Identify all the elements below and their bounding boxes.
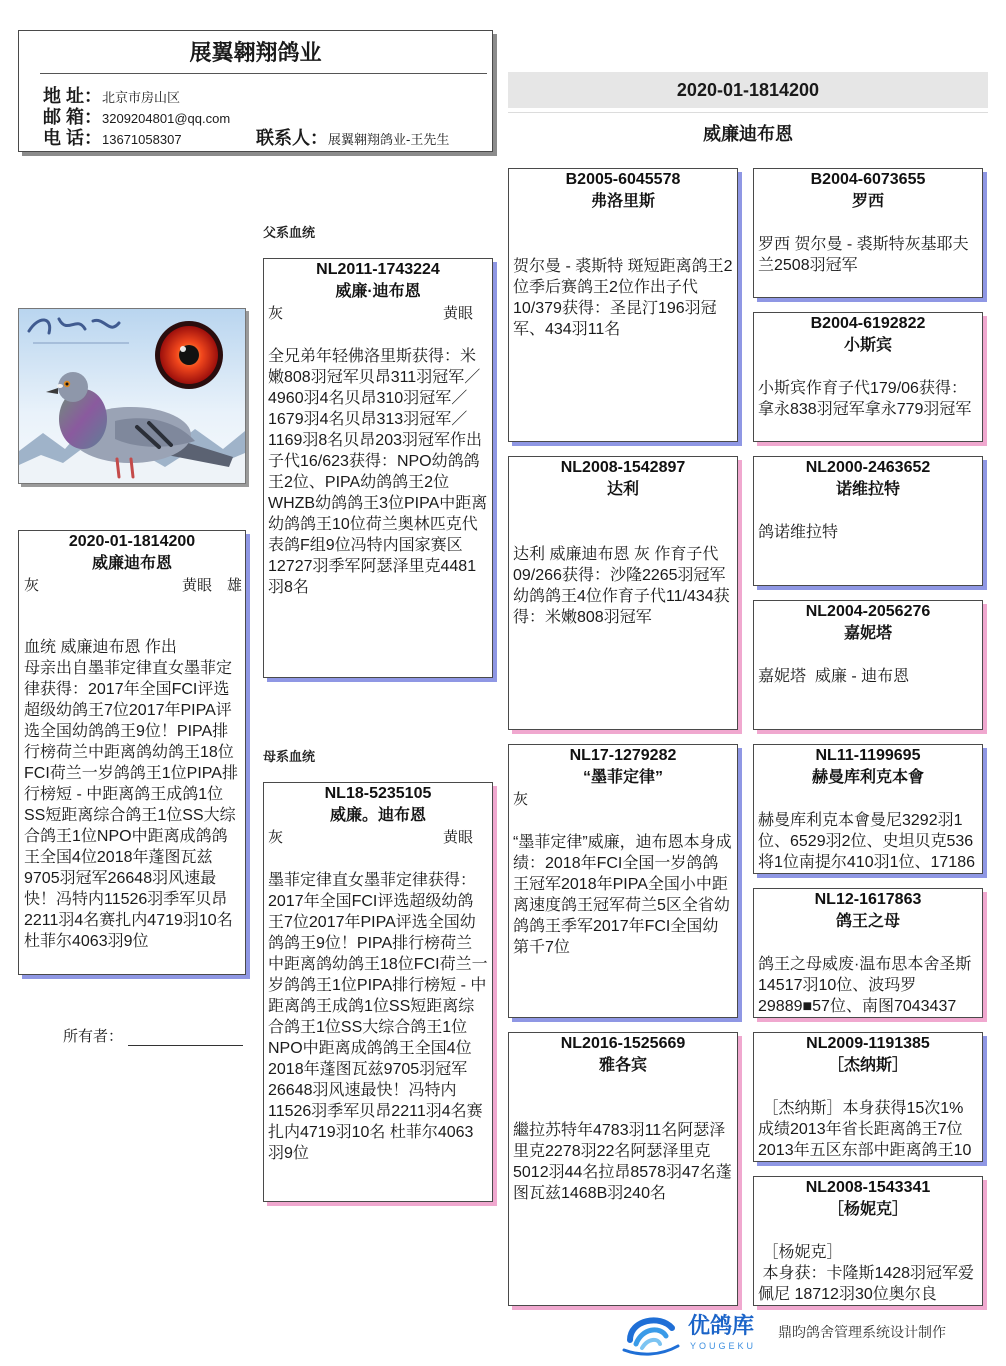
grandparent-ring-number: B2005-6045578 — [565, 171, 681, 188]
great-grandparent-ring-number: B2004-6073655 — [810, 171, 926, 188]
grandparent-ring-number: NL2016-1525669 — [560, 1035, 686, 1052]
subject-color: 灰 — [24, 577, 40, 594]
ring-number-banner: 2020-01-1814200 — [508, 72, 988, 108]
banner-divider — [508, 112, 988, 113]
sire-name: 威廉·迪布恩 — [335, 283, 421, 300]
logo-wordmark: 优鸽库 — [688, 1313, 755, 1338]
subject-notes: 血统 威廉迪布恩 作出 母亲出自墨菲定律直女墨菲定律获得：2017年全国FCI评选超级幼鸽王7位2017年PIPA评选全国幼鸽鸽王9位！PIPA排行榜荷兰中距离鸽幼鸽王18位FCI荷兰一岁鸽鸽王1位PIPA排行榜短 - 中距离鸽王成鸽1位SS短距离综合鸽王1位SS大综合鸽王1位NPO中距离成鸽鸽王全国4位2018年蓬图瓦兹9705羽冠军26648羽风速最快！冯特内11526羽季军贝昂2211羽4名赛扎内4719羽10名 杜菲尔4063羽9位 — [24, 639, 238, 950]
great-grandparent-ring-number: NL11-1199695 — [815, 747, 921, 764]
great-grandparent-ring-number: NL2008-1543341 — [805, 1179, 931, 1196]
grandparent-ring-number: NL2008-1542897 — [560, 459, 686, 476]
great-grandparent-notes: 鸽王之母威废·温布思本舍圣斯14517羽10位、波玛罗29889■57位、南图7043437 — [758, 956, 972, 1015]
phone-label: 电 话： — [43, 128, 103, 148]
contact-label: 联系人： — [256, 128, 328, 148]
sire-color: 灰 — [268, 305, 284, 322]
dam-eye: 黄眼 — [442, 829, 473, 846]
great-grandparent-notes: 赫曼库利克本會曼尼3292羽1位、6529羽2位、史坦贝克536将1位南提尔410羽1位、17186 — [758, 812, 975, 871]
great-grandparent-notes: 嘉妮塔 威廉 - 迪布恩 — [758, 668, 910, 685]
sire-eye: 黄眼 — [442, 305, 473, 322]
dam-color: 灰 — [268, 829, 284, 846]
sire-traits — [264, 303, 492, 325]
subject-eye: 黄眼 — [181, 577, 212, 594]
great-grandparent-name: ［杰纳斯］ — [827, 1057, 908, 1074]
credit-text: 鼎昀鸽舍管理系统设计制作 — [778, 1324, 946, 1340]
pigeon-photo — [18, 308, 246, 484]
great-grandparent-card — [753, 312, 983, 442]
dam-name: 威廉。迪布恩 — [329, 807, 426, 824]
pigeon-photo-icon — [19, 309, 245, 483]
sire-line-label: 父系血统 — [263, 225, 316, 240]
address-label: 地 址： — [43, 86, 103, 106]
grandparent-traits — [509, 1077, 737, 1099]
header-divider — [40, 73, 487, 74]
grandparent-name: 弗洛里斯 — [590, 193, 655, 210]
youge-swirl-icon — [620, 1310, 682, 1356]
great-grandparent-card — [753, 168, 983, 298]
great-grandparent-card — [753, 600, 983, 730]
subject-traits — [19, 575, 245, 597]
grandparent-card — [508, 456, 738, 730]
grandparent-name: “墨菲定律” — [582, 769, 663, 786]
sire-card — [263, 258, 493, 678]
grandparent-ring-number: NL17-1279282 — [569, 747, 677, 764]
subject-card — [18, 530, 246, 975]
great-grandparent-name: 嘉妮塔 — [843, 625, 892, 642]
grandparent-notes: 贺尔曼 - 裘斯特 斑短距离鸽王2位季后赛鸽王2位作出子代10/379获得：圣昆汀196羽冠军、434羽11名 — [513, 258, 733, 338]
grandparent-traits — [509, 789, 737, 811]
logo-subtitle: YOUGEKU — [690, 1341, 757, 1351]
great-grandparent-card — [753, 1176, 983, 1306]
great-grandparent-notes: ［杰纳斯］本身获得15次1%成绩2013年省长距离鸽王7位2013年五区东部中距离鸽王10 — [758, 1100, 972, 1159]
great-grandparent-ring-number: NL2000-2463652 — [805, 459, 931, 476]
grandparent-traits — [509, 213, 737, 235]
dam-notes: 墨菲定律直女墨菲定律获得：2017年全国FCI评选超级幼鸽王7位2017年PIPA评选全国幼鸽鸽王9位！PIPA排行榜荷兰中距离鸽幼鸽王18位FCI荷兰一岁鸽鸽王1位PIPA排行榜短 - 中距离鸽王成鸽1位SS短距离综合鸽王1位SS大综合鸽王1位NPO中距离成鸽鸽王全国4位2018年蓬图瓦兹9705羽冠军26648羽风速最快！冯特内11526羽季军贝昂2211羽4名赛扎内4719羽10名 杜菲尔4063羽9位 — [268, 872, 488, 1162]
grandparent-traits — [509, 501, 737, 523]
great-grandparent-name: 诺维拉特 — [835, 481, 900, 498]
email-label: 邮 箱： — [43, 107, 103, 127]
grandparent-card — [508, 168, 738, 442]
grandparent-notes: “墨菲定律”威廉，迪布恩本身成绩：2018年FCI全国一岁鸽鸽王冠军2018年PIPA全国小中距离速度鸽王冠军荷兰5区全省幼鸽鸽王季军2017年FCI全国幼第千7位 — [513, 834, 732, 956]
grandparent-name: 达利 — [606, 481, 639, 498]
address-row — [43, 86, 180, 107]
dam-ring-number: NL18-5235105 — [324, 785, 432, 802]
loft-info-box — [18, 30, 493, 152]
great-grandparent-notes: 鸽诺维拉特 — [758, 524, 839, 541]
grandparent-notes: 达利 威廉迪布恩 灰 作育子代09/266获得：沙隆2265羽冠军幼鸽鸽王4位作育子代11/434获得：米嫩808羽冠军 — [513, 546, 730, 626]
address-value: 北京市房山区 — [102, 90, 181, 105]
dam-traits — [264, 827, 492, 849]
great-grandparent-name: 罗西 — [851, 193, 884, 210]
great-grandparent-notes: ［杨妮克］ 本身获：卡隆斯1428羽冠军爱佩尼 18712羽30位奥尔良 — [758, 1244, 975, 1303]
subject-name: 威廉迪布恩 — [91, 555, 172, 572]
great-grandparent-ring-number: NL2004-2056276 — [805, 603, 931, 620]
contact-group — [256, 128, 449, 150]
great-grandparent-name: ［杨妮克］ — [827, 1201, 908, 1218]
great-grandparent-ring-number: B2004-6192822 — [810, 315, 926, 332]
owner-signature-line — [128, 1045, 243, 1046]
grandparent-card — [508, 1032, 738, 1306]
great-grandparent-notes: 罗西 贺尔曼 - 裘斯特灰基耶夫兰2508羽冠军 — [758, 236, 969, 274]
email-row — [43, 107, 230, 128]
sire-notes: 全兄弟年轻佛洛里斯获得：米嫩808羽冠军贝昂311羽冠军／4960羽4名贝昂310羽冠军／1679羽4名贝昂313羽冠军／1169羽8名贝昂203羽冠军作出子代16/623获得：NPO幼鸽鸽王2位、PIPA幼鸽鸽王2位WHZB幼鸽鸽王3位PIPA中距离幼鸽鸽王10位荷兰奥林匹克代表鸽F组9位冯特内国家赛区12727羽季军阿瑟泽里克4481羽8名 — [268, 348, 488, 596]
great-grandparent-ring-number: NL12-1617863 — [814, 891, 922, 908]
subject-traits-right — [182, 575, 242, 597]
phone-row — [43, 128, 492, 149]
great-grandparent-ring-number: NL2009-1191385 — [806, 1035, 930, 1052]
dam-card — [263, 782, 493, 1202]
owner-label: 所有者： — [63, 1028, 124, 1045]
subject-ring-number: 2020-01-1814200 — [68, 533, 196, 550]
grandparent-color: 灰 — [513, 791, 529, 808]
sire-ring-number: NL2011-1743224 — [316, 261, 440, 278]
grandparent-name: 雅各宾 — [598, 1057, 647, 1074]
subject-sex: 雄 — [226, 577, 242, 594]
email-value: 3209204801@qq.com — [102, 111, 231, 126]
great-grandparent-card — [753, 456, 983, 586]
great-grandparent-notes: 小斯宾作育子代179/06获得：拿永838羽冠军拿永779羽冠军 — [758, 380, 972, 418]
great-grandparent-name: 赫曼库利克本會 — [811, 769, 924, 786]
great-grandparent-card — [753, 1032, 983, 1162]
great-grandparent-card — [753, 888, 983, 1018]
phone-value: 13671058307 — [102, 132, 182, 147]
loft-title: 展翼翱翔鸽业 — [189, 40, 322, 65]
grandparent-card — [508, 744, 738, 1018]
dam-line-label: 母系血统 — [263, 749, 316, 764]
great-grandparent-name: 鸽王之母 — [835, 913, 900, 930]
grandparent-notes: 繼拉苏特年4783羽11名阿瑟泽里克2278羽22名阿瑟泽里克5012羽44名拉昂8578羽47名蓬图瓦兹1468B羽240名 — [513, 1122, 732, 1202]
pigeon-name-banner: 威廉迪布恩 — [703, 124, 793, 144]
great-grandparent-name: 小斯宾 — [843, 337, 892, 354]
great-grandparent-card — [753, 744, 983, 874]
contact-value: 展翼翱翔鸽业-王先生 — [328, 132, 450, 147]
